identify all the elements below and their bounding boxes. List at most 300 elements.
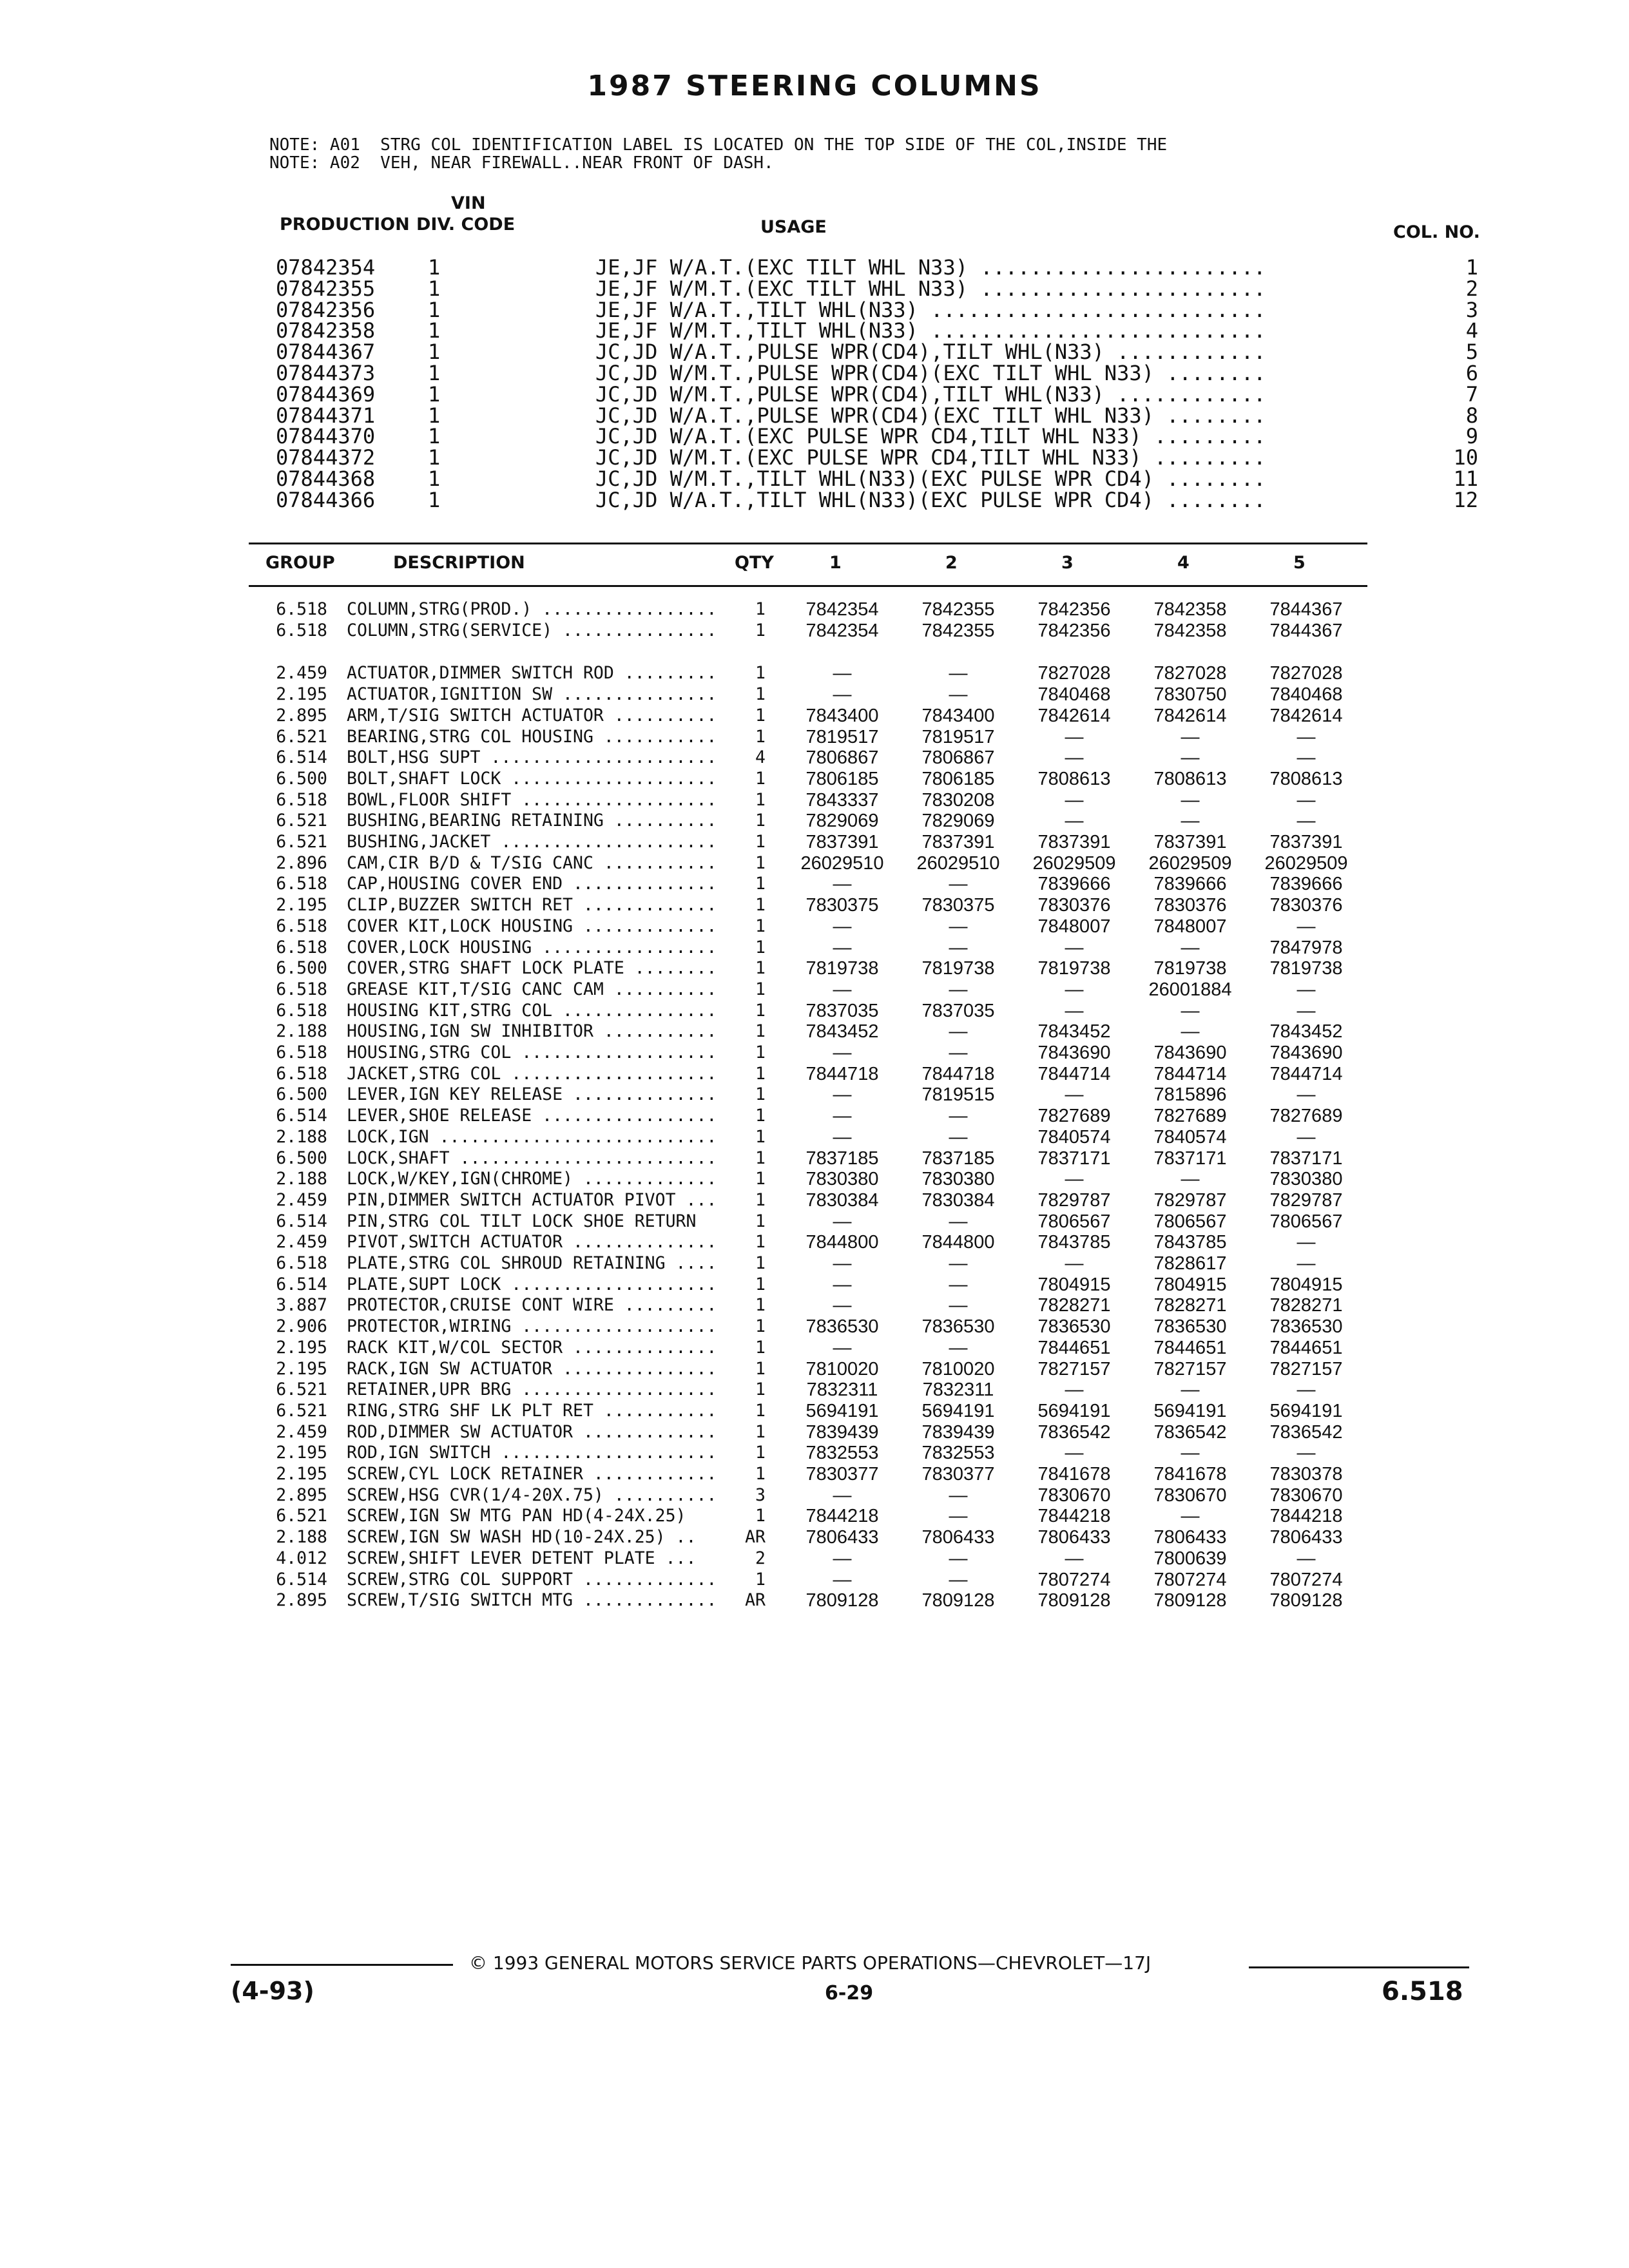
part-number-col-3: — bbox=[1065, 1253, 1084, 1274]
part-row bbox=[0, 1021, 1629, 1043]
part-number-col-5: — bbox=[1296, 726, 1316, 747]
col-1-header: 1 bbox=[829, 553, 842, 573]
col-no-header: COL. NO. bbox=[1393, 222, 1480, 242]
part-number-col-4: 7806567 bbox=[1153, 1211, 1227, 1232]
group-code: 3.887 bbox=[276, 1295, 327, 1316]
part-number-col-4: 7843690 bbox=[1153, 1043, 1227, 1063]
part-row bbox=[0, 1570, 1629, 1591]
part-number-col-2: 26029510 bbox=[916, 852, 1000, 874]
part-number-col-4: 7836530 bbox=[1153, 1316, 1227, 1338]
part-number-col-3: 7840468 bbox=[1037, 684, 1111, 706]
usage-row bbox=[0, 445, 1629, 470]
part-description: BOLT,HSG SUPT ...................... bbox=[347, 747, 717, 768]
part-description: ARM,T/SIG SWITCH ACTUATOR .......... bbox=[347, 705, 717, 726]
part-description: BEARING,STRG COL HOUSING ........... bbox=[347, 726, 717, 747]
section-number: 6.518 bbox=[1382, 1977, 1463, 2006]
part-number-col-3: 7837171 bbox=[1037, 1148, 1111, 1169]
part-number-col-3: 7819738 bbox=[1037, 958, 1111, 979]
group-code: 6.518 bbox=[276, 937, 327, 957]
part-qty: 1 bbox=[755, 726, 766, 747]
part-number-col-4: — bbox=[1181, 1169, 1200, 1190]
group-code: 2.459 bbox=[276, 1232, 327, 1253]
part-qty: 1 bbox=[755, 937, 766, 957]
part-number-col-5: 7830376 bbox=[1269, 895, 1343, 916]
part-qty: 2 bbox=[755, 1548, 766, 1568]
part-number-col-5: 7806433 bbox=[1269, 1527, 1343, 1548]
usage-row bbox=[0, 255, 1629, 280]
part-qty: 1 bbox=[755, 620, 766, 640]
part-number-col-4: — bbox=[1181, 1021, 1200, 1043]
part-number-col-4: 7842614 bbox=[1153, 705, 1227, 726]
part-number-col-1: 26029510 bbox=[800, 852, 884, 874]
part-number-col-5: 26029509 bbox=[1264, 852, 1348, 874]
part-number-col-1: 7810020 bbox=[805, 1358, 879, 1379]
part-number-col-3: — bbox=[1065, 1169, 1084, 1190]
part-row bbox=[0, 706, 1629, 727]
part-number-col-1: 7842354 bbox=[805, 620, 879, 641]
part-number-col-5: 7827689 bbox=[1269, 1106, 1343, 1127]
part-number-col-1: — bbox=[833, 684, 852, 706]
part-number-col-1: 7844718 bbox=[805, 1063, 879, 1084]
group-code: 2.895 bbox=[276, 705, 327, 726]
part-number-col-2: — bbox=[949, 937, 968, 958]
usage-text: JE,JF W/A.T.,TILT WHL(N33) ........................... bbox=[595, 297, 1266, 322]
usage-row bbox=[0, 340, 1629, 365]
part-qty: 4 bbox=[755, 747, 766, 768]
part-description: COLUMN,STRG(PROD.) ................. bbox=[347, 599, 717, 619]
group-code: 6.518 bbox=[276, 874, 327, 894]
part-description: LOCK,IGN ........................... bbox=[347, 1126, 717, 1147]
part-description: SCREW,HSG CVR(1/4-20X.75) .......... bbox=[347, 1485, 717, 1505]
part-number-col-2: — bbox=[949, 1253, 968, 1274]
part-number-col-2: 7843400 bbox=[921, 705, 995, 726]
part-number-col-4: 5694191 bbox=[1153, 1400, 1227, 1421]
usage-row bbox=[0, 381, 1629, 407]
part-number-col-5: — bbox=[1296, 747, 1316, 769]
part-number-col-3: 7843452 bbox=[1037, 1021, 1111, 1043]
part-number-col-5: 7836542 bbox=[1269, 1421, 1343, 1443]
part-description: LOCK,SHAFT ......................... bbox=[347, 1148, 717, 1168]
usage-text: JC,JD W/M.T.,PULSE WPR(CD4),TILT WHL(N33) ............ bbox=[595, 381, 1266, 407]
group-code: 2.906 bbox=[276, 1316, 327, 1337]
div-code: 1 bbox=[428, 403, 441, 428]
part-row bbox=[0, 853, 1629, 874]
part-description: BOLT,SHAFT LOCK .................... bbox=[347, 768, 717, 789]
part-qty: 1 bbox=[755, 1506, 766, 1526]
part-number-col-2: — bbox=[949, 1126, 968, 1148]
part-description: CAP,HOUSING COVER END .............. bbox=[347, 874, 717, 894]
production-number: 07844369 bbox=[276, 381, 376, 407]
part-description: HOUSING KIT,STRG COL ............... bbox=[347, 1000, 717, 1021]
div-code: 1 bbox=[428, 340, 441, 365]
part-number-col-1: 7829069 bbox=[805, 811, 879, 832]
part-number-col-4: — bbox=[1181, 1443, 1200, 1464]
footer-left-rule bbox=[231, 1964, 453, 1966]
part-number-col-1: 7830380 bbox=[805, 1169, 879, 1190]
part-number-col-1: — bbox=[833, 1084, 852, 1106]
page-number: 6-29 bbox=[825, 1982, 874, 2004]
part-number-col-3: 7804915 bbox=[1037, 1274, 1111, 1295]
part-number-col-2: 7832311 bbox=[922, 1379, 994, 1401]
part-row bbox=[0, 1316, 1629, 1338]
group-code: 2.195 bbox=[276, 1464, 327, 1484]
part-qty: 1 bbox=[755, 1084, 766, 1105]
part-row bbox=[0, 790, 1629, 811]
part-number-col-4: 7809128 bbox=[1153, 1590, 1227, 1611]
part-row bbox=[0, 1253, 1629, 1274]
part-number-col-1: — bbox=[833, 1211, 852, 1232]
part-number-col-1: — bbox=[833, 937, 852, 958]
group-code: 6.500 bbox=[276, 958, 327, 979]
part-number-col-1: 7836530 bbox=[805, 1316, 879, 1338]
part-number-col-4: 7837171 bbox=[1153, 1148, 1227, 1169]
group-code: 6.521 bbox=[276, 726, 327, 747]
part-description: LEVER,SHOE RELEASE ................. bbox=[347, 1106, 717, 1126]
part-row bbox=[0, 874, 1629, 895]
part-row bbox=[0, 811, 1629, 832]
part-number-col-1: 7806867 bbox=[805, 747, 879, 769]
part-qty: 1 bbox=[755, 1337, 766, 1358]
part-number-col-5: 7843452 bbox=[1269, 1021, 1343, 1043]
column-number: 11 bbox=[1453, 466, 1478, 491]
part-qty: 1 bbox=[755, 1443, 766, 1463]
part-number-col-2: 7844718 bbox=[921, 1063, 995, 1084]
group-code: 2.188 bbox=[276, 1126, 327, 1147]
group-header: GROUP bbox=[265, 553, 335, 573]
part-qty: 1 bbox=[755, 832, 766, 852]
part-description: PIN,STRG COL TILT LOCK SHOE RETURN bbox=[347, 1211, 697, 1231]
group-code: 6.518 bbox=[276, 599, 327, 619]
part-number-col-2: — bbox=[949, 874, 968, 895]
part-description: HOUSING,STRG COL ................... bbox=[347, 1043, 717, 1062]
part-number-col-4: 7830670 bbox=[1153, 1485, 1227, 1506]
part-row bbox=[0, 1548, 1629, 1570]
usage-text: JC,JD W/M.T.,TILT WHL(N33)(EXC PULSE WPR CD4) ........ bbox=[595, 466, 1266, 491]
part-number-col-1: — bbox=[833, 1569, 852, 1590]
part-number-col-5: — bbox=[1296, 1084, 1316, 1106]
part-number-col-3: — bbox=[1065, 726, 1084, 747]
part-number-col-3: 7843785 bbox=[1037, 1232, 1111, 1253]
part-qty: 1 bbox=[755, 684, 766, 705]
production-number: 07844367 bbox=[276, 340, 376, 365]
part-number-col-3: — bbox=[1065, 1000, 1084, 1021]
part-qty: AR bbox=[745, 1590, 766, 1611]
part-number-col-5: — bbox=[1296, 1379, 1316, 1401]
part-number-col-2: 7806185 bbox=[921, 768, 995, 789]
part-number-col-5: — bbox=[1296, 979, 1316, 1000]
part-number-col-1: 7819517 bbox=[805, 726, 879, 747]
page-title: 1987 STEERING COLUMNS bbox=[587, 70, 1042, 102]
part-number-col-5: — bbox=[1296, 789, 1316, 811]
part-number-col-4: 7829787 bbox=[1153, 1189, 1227, 1211]
usage-text: JC,JD W/A.T.(EXC PULSE WPR CD4,TILT WHL N33) ......... bbox=[595, 424, 1266, 449]
part-number-col-2: 7830208 bbox=[921, 789, 995, 811]
part-number-col-2: 7830380 bbox=[921, 1169, 995, 1190]
usage-text: JE,JF W/M.T.(EXC TILT WHL N33) ....................... bbox=[595, 276, 1266, 301]
part-number-col-5: 7806567 bbox=[1269, 1211, 1343, 1232]
part-number-col-1: 7806433 bbox=[805, 1527, 879, 1548]
part-number-col-2: — bbox=[949, 916, 968, 937]
part-description: LEVER,IGN KEY RELEASE .............. bbox=[347, 1084, 717, 1105]
group-code: 4.012 bbox=[276, 1548, 327, 1568]
part-number-col-5: — bbox=[1296, 1126, 1316, 1148]
part-number-col-3: 26029509 bbox=[1032, 852, 1116, 874]
div-code: 1 bbox=[428, 361, 441, 385]
part-number-col-2: — bbox=[949, 1021, 968, 1043]
part-description: COVER KIT,LOCK HOUSING ............. bbox=[347, 916, 717, 936]
part-qty: 1 bbox=[755, 1126, 766, 1147]
group-code: 2.195 bbox=[276, 895, 327, 916]
part-number-col-5: 7844651 bbox=[1269, 1337, 1343, 1358]
group-code: 2.895 bbox=[276, 1485, 327, 1505]
group-code: 6.518 bbox=[276, 789, 327, 810]
usage-row bbox=[0, 297, 1629, 322]
part-number-col-5: 7843690 bbox=[1269, 1043, 1343, 1063]
usage-text: JE,JF W/M.T.,TILT WHL(N33) ........................... bbox=[595, 318, 1266, 343]
part-row bbox=[0, 916, 1629, 937]
part-qty: 1 bbox=[755, 599, 766, 619]
part-description: ROD,IGN SWITCH ..................... bbox=[347, 1443, 717, 1463]
column-number: 12 bbox=[1453, 487, 1478, 512]
note-line-1: NOTE: A01 STRG COL IDENTIFICATION LABEL IS LOCATED ON THE TOP SIDE OF THE COL,INSIDE THE bbox=[269, 135, 1168, 155]
part-qty: 1 bbox=[755, 1189, 766, 1210]
group-code: 2.188 bbox=[276, 1527, 327, 1548]
part-qty: 1 bbox=[755, 1464, 766, 1484]
part-row bbox=[0, 1485, 1629, 1506]
part-number-col-2: 7830377 bbox=[921, 1464, 995, 1485]
part-qty: 1 bbox=[755, 916, 766, 936]
part-row bbox=[0, 832, 1629, 853]
part-row bbox=[0, 895, 1629, 916]
part-number-col-5: 7827157 bbox=[1269, 1358, 1343, 1379]
part-number-col-5: — bbox=[1296, 1232, 1316, 1253]
part-number-col-1: — bbox=[833, 916, 852, 937]
part-description: PIN,DIMMER SWITCH ACTUATOR PIVOT ... bbox=[347, 1189, 717, 1210]
part-number-col-2: — bbox=[949, 684, 968, 706]
part-row bbox=[0, 1084, 1629, 1106]
part-number-col-5: — bbox=[1296, 1000, 1316, 1021]
part-description: SCREW,IGN SW MTG PAN HD(4-24X.25) bbox=[347, 1506, 686, 1526]
part-number-col-5: — bbox=[1296, 1548, 1316, 1569]
usage-row bbox=[0, 466, 1629, 491]
part-row bbox=[0, 937, 1629, 959]
usage-text: JC,JD W/A.T.,PULSE WPR(CD4),TILT WHL(N33) ............ bbox=[595, 340, 1266, 365]
part-row bbox=[0, 620, 1629, 642]
part-qty: 1 bbox=[755, 1569, 766, 1590]
div-code: 1 bbox=[428, 255, 441, 280]
part-row bbox=[0, 979, 1629, 1001]
group-code: 2.896 bbox=[276, 852, 327, 873]
part-number-col-1: 7830377 bbox=[805, 1464, 879, 1485]
part-number-col-4: 7819738 bbox=[1153, 958, 1227, 979]
production-number: 07844370 bbox=[276, 424, 376, 449]
part-number-col-4: 7800639 bbox=[1153, 1548, 1227, 1569]
div-code: 1 bbox=[428, 487, 441, 512]
column-number: 7 bbox=[1465, 381, 1478, 407]
part-qty: 1 bbox=[755, 1358, 766, 1379]
part-number-col-2: 7837391 bbox=[921, 832, 995, 852]
part-description: PLATE,STRG COL SHROUD RETAINING .... bbox=[347, 1253, 717, 1273]
part-row bbox=[0, 727, 1629, 748]
part-qty: 1 bbox=[755, 1421, 766, 1442]
part-number-col-3: 7808613 bbox=[1037, 768, 1111, 789]
part-row bbox=[0, 1443, 1629, 1464]
production-number: 07844368 bbox=[276, 466, 376, 491]
part-number-col-5: 7839666 bbox=[1269, 874, 1343, 895]
part-row bbox=[0, 958, 1629, 979]
date-code: (4-93) bbox=[231, 1977, 314, 2005]
part-row bbox=[0, 1043, 1629, 1064]
group-code: 6.518 bbox=[276, 1253, 327, 1273]
part-row bbox=[0, 684, 1629, 706]
part-row bbox=[0, 1106, 1629, 1127]
div-code: 1 bbox=[428, 445, 441, 470]
part-number-col-5: — bbox=[1296, 811, 1316, 832]
part-number-col-2: 7819515 bbox=[921, 1084, 995, 1106]
part-number-col-1: 7837035 bbox=[805, 1000, 879, 1021]
production-number: 07844372 bbox=[276, 445, 376, 470]
part-number-col-2: 7806433 bbox=[921, 1527, 995, 1548]
part-number-col-1: — bbox=[833, 1295, 852, 1316]
part-number-col-2: 5694191 bbox=[921, 1400, 995, 1421]
part-number-col-2: 7837035 bbox=[921, 1000, 995, 1021]
part-description: RING,STRG SHF LK PLT RET ........... bbox=[347, 1400, 717, 1421]
part-number-col-1: 7844800 bbox=[805, 1232, 879, 1253]
part-row bbox=[0, 1527, 1629, 1548]
part-number-col-5: 7830378 bbox=[1269, 1464, 1343, 1485]
part-description: RETAINER,UPR BRG ................... bbox=[347, 1379, 717, 1400]
part-row bbox=[0, 1001, 1629, 1022]
part-description: BOWL,FLOOR SHIFT ................... bbox=[347, 789, 717, 810]
part-number-col-2: 7839439 bbox=[921, 1421, 995, 1443]
part-qty: 1 bbox=[755, 1063, 766, 1084]
part-number-col-2: — bbox=[949, 1274, 968, 1295]
part-qty: 1 bbox=[755, 1253, 766, 1273]
usage-row bbox=[0, 276, 1629, 301]
part-row bbox=[0, 1232, 1629, 1253]
part-number-col-2: 7809128 bbox=[921, 1590, 995, 1611]
part-qty: 1 bbox=[755, 1000, 766, 1021]
part-row bbox=[0, 747, 1629, 769]
group-code: 6.514 bbox=[276, 1211, 327, 1231]
production-number: 07844371 bbox=[276, 403, 376, 428]
part-number-col-3: — bbox=[1065, 789, 1084, 811]
part-qty: 1 bbox=[755, 1232, 766, 1253]
part-qty: 1 bbox=[755, 1211, 766, 1231]
part-qty: 1 bbox=[755, 768, 766, 789]
part-number-col-2: — bbox=[949, 1485, 968, 1506]
part-number-col-5: 7808613 bbox=[1269, 768, 1343, 789]
part-number-col-5: 7819738 bbox=[1269, 958, 1343, 979]
part-number-col-4: 7828617 bbox=[1153, 1253, 1227, 1274]
usage-text: JC,JD W/A.T.,TILT WHL(N33)(EXC PULSE WPR CD4) ........ bbox=[595, 487, 1266, 512]
part-qty: 1 bbox=[755, 958, 766, 979]
part-number-col-3: — bbox=[1065, 1548, 1084, 1569]
div-code: 1 bbox=[428, 276, 441, 301]
usage-row bbox=[0, 487, 1629, 512]
part-number-col-3: 7828271 bbox=[1037, 1295, 1111, 1316]
part-number-col-4: 7827689 bbox=[1153, 1106, 1227, 1127]
part-number-col-1: 7844218 bbox=[805, 1506, 879, 1527]
part-number-col-2: — bbox=[949, 1211, 968, 1232]
column-number: 10 bbox=[1453, 445, 1478, 470]
part-number-col-1: — bbox=[833, 874, 852, 895]
part-description: BUSHING,JACKET ..................... bbox=[347, 832, 717, 852]
part-number-col-3: 7829787 bbox=[1037, 1189, 1111, 1211]
part-number-col-5: 7837171 bbox=[1269, 1148, 1343, 1169]
group-code: 2.459 bbox=[276, 663, 327, 684]
usage-row bbox=[0, 318, 1629, 343]
part-number-col-4: — bbox=[1181, 1379, 1200, 1401]
part-number-col-4: 7841678 bbox=[1153, 1464, 1227, 1485]
part-number-col-3: 7848007 bbox=[1037, 916, 1111, 937]
part-number-col-2: — bbox=[949, 663, 968, 684]
part-description: PLATE,SUPT LOCK .................... bbox=[347, 1274, 717, 1294]
part-number-col-2: — bbox=[949, 979, 968, 1000]
part-number-col-2: 7830375 bbox=[921, 895, 995, 916]
part-number-col-5: 7829787 bbox=[1269, 1189, 1343, 1211]
part-number-col-1: 7837185 bbox=[805, 1148, 879, 1169]
part-number-col-4: 26001884 bbox=[1148, 979, 1232, 1000]
part-number-col-1: 7837391 bbox=[805, 832, 879, 852]
part-qty: 3 bbox=[755, 1485, 766, 1505]
part-number-col-5: 7836530 bbox=[1269, 1316, 1343, 1338]
part-number-col-3: — bbox=[1065, 1084, 1084, 1106]
part-number-col-1: 7843452 bbox=[805, 1021, 879, 1043]
part-number-col-2: 7832553 bbox=[921, 1443, 995, 1464]
part-qty: 1 bbox=[755, 1043, 766, 1062]
part-number-col-4: 7806433 bbox=[1153, 1527, 1227, 1548]
group-code: 6.514 bbox=[276, 1569, 327, 1590]
part-number-col-1: — bbox=[833, 1548, 852, 1569]
part-number-col-4: — bbox=[1181, 747, 1200, 769]
column-number: 3 bbox=[1465, 297, 1478, 322]
part-number-col-1: 5694191 bbox=[805, 1400, 879, 1421]
part-row bbox=[0, 1464, 1629, 1485]
part-number-col-5: 7847978 bbox=[1269, 937, 1343, 958]
part-number-col-3: 7844714 bbox=[1037, 1063, 1111, 1084]
part-number-col-4: 7804915 bbox=[1153, 1274, 1227, 1295]
part-row bbox=[0, 769, 1629, 790]
part-number-col-4: 7837391 bbox=[1153, 832, 1227, 852]
part-number-col-2: 7819738 bbox=[921, 958, 995, 979]
part-number-col-5: 7844367 bbox=[1269, 620, 1343, 641]
part-number-col-2: — bbox=[949, 1295, 968, 1316]
group-code: 6.518 bbox=[276, 979, 327, 999]
production-number: 07842355 bbox=[276, 276, 376, 301]
part-number-col-4: — bbox=[1181, 937, 1200, 958]
part-number-col-4: 7815896 bbox=[1153, 1084, 1227, 1106]
production-number: 07842354 bbox=[276, 255, 376, 280]
part-number-col-5: — bbox=[1296, 1443, 1316, 1464]
part-number-col-4: 7848007 bbox=[1153, 916, 1227, 937]
part-description: COVER,LOCK HOUSING ................. bbox=[347, 937, 717, 957]
group-code: 6.518 bbox=[276, 916, 327, 936]
part-number-col-4: 7827157 bbox=[1153, 1358, 1227, 1379]
part-number-col-2: — bbox=[949, 1106, 968, 1127]
part-number-col-4: 7828271 bbox=[1153, 1295, 1227, 1316]
part-number-col-3: — bbox=[1065, 1443, 1084, 1464]
part-number-col-2: 7819517 bbox=[921, 726, 995, 747]
part-number-col-4: 7807274 bbox=[1153, 1569, 1227, 1590]
part-row bbox=[0, 663, 1629, 684]
part-number-col-1: 7809128 bbox=[805, 1590, 879, 1611]
part-number-col-3: 7836530 bbox=[1037, 1316, 1111, 1338]
part-number-col-5: 7837391 bbox=[1269, 832, 1343, 852]
group-code: 2.188 bbox=[276, 1021, 327, 1042]
part-number-col-3: — bbox=[1065, 811, 1084, 832]
part-qty: 1 bbox=[755, 1316, 766, 1337]
